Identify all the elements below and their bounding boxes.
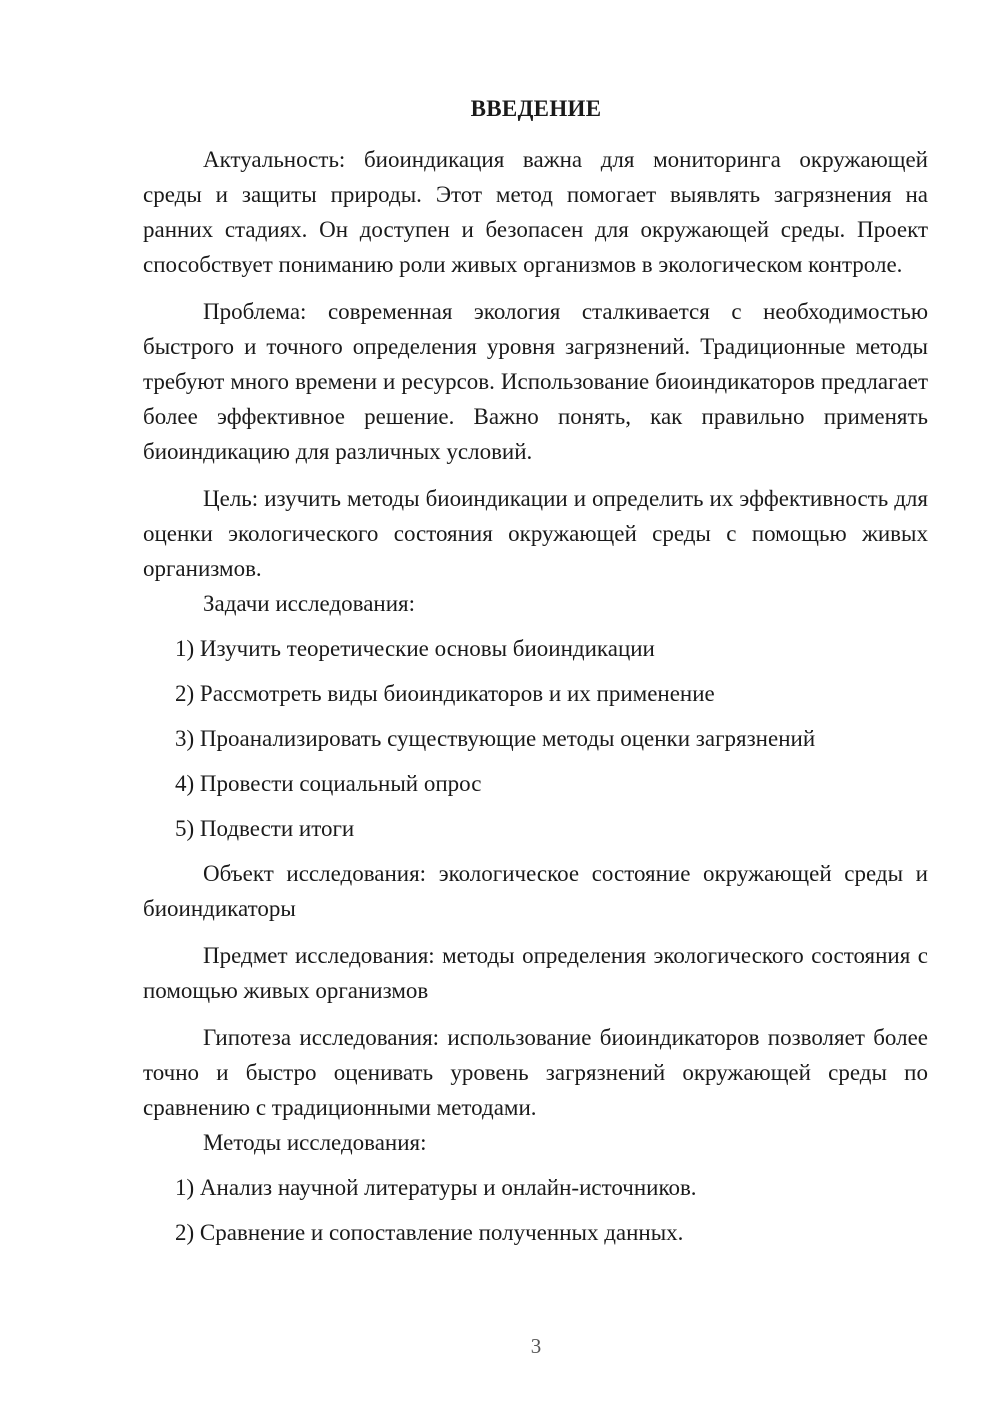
task-item: 3) Проанализировать существующие методы оценки загрязнений	[175, 726, 816, 751]
method-item: 2) Сравнение и сопоставление полученных данных.	[175, 1220, 684, 1245]
tasks-heading: Задачи исследования:	[203, 591, 416, 616]
task-item: 5) Подвести итоги	[175, 816, 355, 841]
paragraph-object: Объект исследования: экологическое состояние окружающей среды и биоиндикаторы	[143, 861, 928, 921]
page-title: ВВЕДЕНИЕ	[470, 96, 602, 121]
paragraph-relevance: Актуальность: биоиндикация важна для мониторинга окружающей среды и защиты природы. Этот метод помогает выявлять загрязнения на ранних стадиях. Он доступен и безопасен для окружающей среды. Проект способствует пониманию роли живых организмов в экологическом контроле.	[143, 147, 928, 277]
task-item: 4) Провести социальный опрос	[175, 771, 482, 796]
methods-heading: Методы исследования:	[203, 1130, 427, 1155]
page-body	[143, 142, 928, 1250]
paragraph-hypothesis: Гипотеза исследования: использование биоиндикаторов позволяет более точно и быстро оценивать уровень загрязнений окружающей среды по сравнению с традиционными методами.	[143, 1025, 928, 1120]
paragraph-problem: Проблема: современная экология сталкивается с необходимостью быстрого и точного определения уровня загрязнений. Традиционные методы требуют много времени и ресурсов. Использование биоиндикаторов предлагает более эффективное решение. Важно понять, как правильно применять биоиндикацию для различных условий.	[143, 299, 928, 464]
method-item: 1) Анализ научной литературы и онлайн-источников.	[175, 1175, 697, 1200]
task-item: 2) Рассмотреть виды биоиндикаторов и их применение	[175, 681, 715, 706]
task-item: 1) Изучить теоретические основы биоиндикации	[175, 636, 655, 661]
tasks-list	[143, 631, 928, 846]
page-number: 3	[530, 1334, 542, 1358]
methods-list	[143, 1170, 928, 1250]
paragraph-subject: Предмет исследования: методы определения экологического состояния с помощью живых организмов	[143, 943, 928, 1003]
paragraph-goal: Цель: изучить методы биоиндикации и определить их эффективность для оценки экологического состояния окружающей среды с помощью живых организмов.	[143, 486, 928, 581]
